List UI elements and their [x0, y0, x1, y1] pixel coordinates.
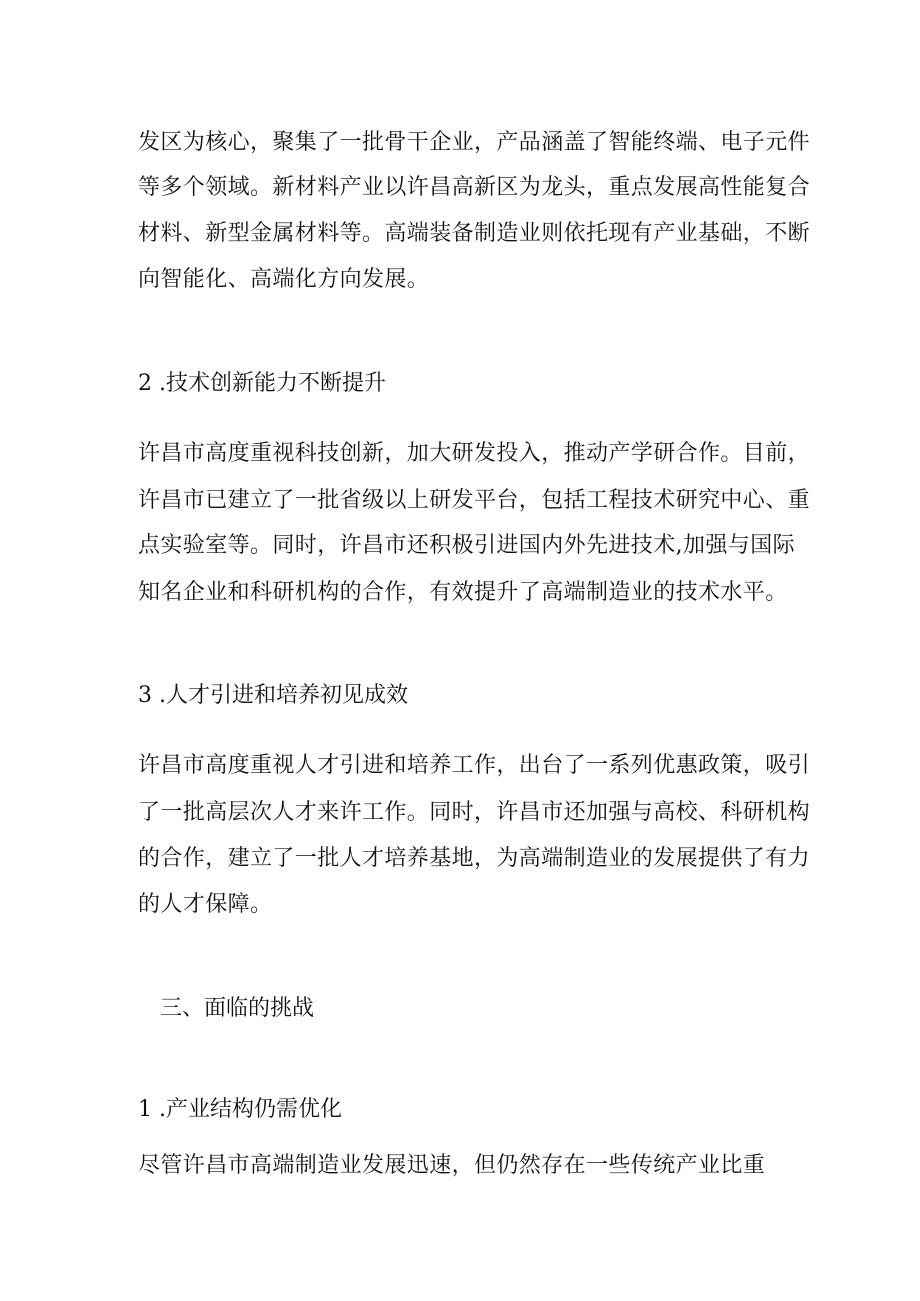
paragraph-2-line-4: 知名企业和科研机构的合作，有效提升了高端制造业的技术水平。: [138, 580, 788, 605]
paragraph-4-line-1: 尽管许昌市高端制造业发展迅速，但仍然存在一些传统产业比重: [138, 1153, 766, 1178]
paragraph-1-line-4: 向智能化、高端化方向发展。: [138, 267, 430, 292]
paragraph-3-line-2: 了一批高层次人才来许工作。同时，许昌市还加强与高校、科研机构: [138, 800, 811, 825]
paragraph-1-line-3: 材料、新型金属材料等。高端装备制造业则依托现有产业基础，不断: [138, 221, 811, 246]
paragraph-1-line-1: 发区为核心，聚集了一批骨干企业，产品涵盖了智能终端、电子元件: [138, 130, 811, 155]
paragraph-1-line-2: 等多个领域。新材料产业以许昌高新区为龙头，重点发展高性能复合: [138, 175, 811, 200]
paragraph-2-line-3: 点实验室等。同时，许昌市还积极引进国内外先进技术,加强与国际: [138, 533, 795, 558]
subheading-industry-structure: 1 .产业结构仍需优化: [138, 1097, 342, 1122]
subheading-technology-innovation: 2 .技术创新能力不断提升: [138, 371, 386, 396]
section-heading-challenges: 三、面临的挑战: [160, 996, 315, 1021]
paragraph-2-line-1: 许昌市高度重视科技创新，加大研发投入，推动产学研合作。目前，: [138, 441, 811, 466]
paragraph-3-line-3: 的合作，建立了一批人才培养基地，为高端制造业的发展提供了有力: [138, 846, 811, 871]
paragraph-3-line-4: 的人才保障。: [138, 892, 273, 917]
paragraph-3-line-1: 许昌市高度重视人才引进和培养工作，出台了一系列优惠政策，吸引: [138, 753, 811, 778]
subheading-talent: 3 .人才引进和培养初见成效: [138, 683, 408, 708]
paragraph-2-line-2: 许昌市已建立了一批省级以上研发平台，包括工程技术研究中心、重: [138, 488, 811, 513]
